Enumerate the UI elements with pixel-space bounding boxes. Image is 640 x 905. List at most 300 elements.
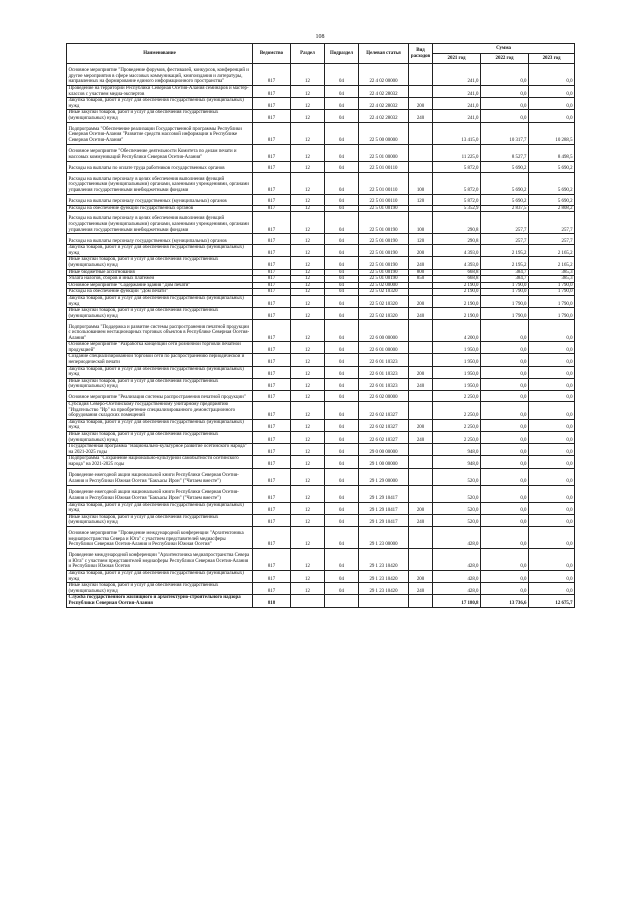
cell-ved: 817 xyxy=(253,432,291,444)
cell-podr: 04 xyxy=(325,570,359,582)
cell-2022: 1 790,0 xyxy=(481,289,529,296)
cell-vr xyxy=(409,548,433,570)
cell-2022: 0,0 xyxy=(481,502,529,514)
cell-2021: 2 250,0 xyxy=(433,391,481,402)
cell-cs: 22 5 01 00190 xyxy=(359,245,409,257)
cell-cs: 22 6 01 10323 xyxy=(359,366,409,378)
cell-podr: 04 xyxy=(325,212,359,234)
cell-vr xyxy=(409,205,433,212)
cell-2022: 0,0 xyxy=(481,86,529,98)
cell-vr xyxy=(409,144,433,161)
cell-razd: 12 xyxy=(291,456,325,468)
table-row xyxy=(67,378,575,390)
cell-2021: 668,8 xyxy=(433,276,481,283)
cell-podr: 04 xyxy=(325,245,359,257)
cell-name: Закупка товаров, работ и услуг для обеспечения государственных (муниципальных) нужд xyxy=(67,98,253,110)
cell-2022: 384,7 xyxy=(481,276,529,283)
cell-ved: 817 xyxy=(253,194,291,205)
table-row xyxy=(67,468,575,485)
cell-podr: 04 xyxy=(325,402,359,420)
cell-2021: 2 190,0 xyxy=(433,282,481,289)
cell-name: Проведение ежегодной акции национальной книги Республики Северная Осетия-Алания и Республики Южная Осетия "Бакъасы Ирон" ("Читаем вместе") xyxy=(67,485,253,502)
cell-2023: 0,0 xyxy=(529,485,575,502)
cell-ved: 817 xyxy=(253,257,291,269)
cell-2023: 2 165,2 xyxy=(529,257,575,269)
cell-2023: 257,7 xyxy=(529,212,575,234)
table-row xyxy=(67,308,575,320)
cell-razd: 12 xyxy=(291,234,325,245)
cell-ved: 817 xyxy=(253,86,291,98)
cell-ved: 817 xyxy=(253,583,291,595)
cell-podr: 04 xyxy=(325,161,359,172)
cell-2023: 0,0 xyxy=(529,98,575,110)
cell-ved: 817 xyxy=(253,485,291,502)
col-razd-header: Раздел xyxy=(291,44,325,64)
cell-ved: 817 xyxy=(253,269,291,276)
cell-2022: 0,0 xyxy=(481,514,529,526)
cell-2021: 1 950,0 xyxy=(433,366,481,378)
cell-2022: 0,0 xyxy=(481,378,529,390)
cell-2023: 0,0 xyxy=(529,64,575,86)
cell-2022: 0,0 xyxy=(481,110,529,122)
cell-2022: 0,0 xyxy=(481,391,529,402)
cell-razd: 12 xyxy=(291,86,325,98)
cell-name: Служба государственного жилищного и архитектурно-строительного надзора Республики Северная Осетия-Алания xyxy=(67,595,253,607)
cell-podr: 04 xyxy=(325,502,359,514)
cell-2023: 0,0 xyxy=(529,432,575,444)
cell-name: Подпрограмма "Поддержка и развитие системы распространения печатной продукции с использованием нестационарных торговых объектов в Республике Северная Осетия-Алания" xyxy=(67,320,253,342)
cell-ved: 817 xyxy=(253,391,291,402)
table-body xyxy=(67,64,575,608)
cell-name: Закупка товаров, работ и услуг для обеспечения государственных (муниципальных) нужд xyxy=(67,295,253,307)
cell-razd xyxy=(291,595,325,607)
cell-ved: 817 xyxy=(253,110,291,122)
cell-ved: 817 xyxy=(253,468,291,485)
cell-podr: 04 xyxy=(325,172,359,194)
table-row xyxy=(67,205,575,212)
cell-razd: 12 xyxy=(291,342,325,354)
cell-name: Основное мероприятие "Разработка концепции сети розничной торговли печатной продукцией" xyxy=(67,342,253,354)
cell-ved: 817 xyxy=(253,122,291,144)
col-podr-header: Подраздел xyxy=(325,44,359,64)
cell-2023: 0,0 xyxy=(529,456,575,468)
cell-2023: 5 690,2 xyxy=(529,172,575,194)
cell-2022: 0,0 xyxy=(481,468,529,485)
cell-name: Иные закупки товаров, работ и услуг для обеспечения государственных (муниципальных) нужд xyxy=(67,583,253,595)
cell-2021: 5 872,0 xyxy=(433,194,481,205)
cell-podr: 04 xyxy=(325,289,359,296)
cell-2022: 10 317,7 xyxy=(481,122,529,144)
cell-ved: 817 xyxy=(253,212,291,234)
cell-razd: 12 xyxy=(291,548,325,570)
cell-vr xyxy=(409,444,433,456)
cell-razd: 12 xyxy=(291,98,325,110)
cell-name: Иные закупки товаров, работ и услуг для обеспечения государственных (муниципальных) нужд xyxy=(67,514,253,526)
cell-razd: 12 xyxy=(291,110,325,122)
cell-name: Государственная программа "Национально-культурное развитие осетинского народа" на 2021-2025 годы xyxy=(67,444,253,456)
table-row-total xyxy=(67,595,575,607)
cell-2022: 5 690,2 xyxy=(481,194,529,205)
cell-name: Иные закупки товаров, работ и услуг для обеспечения государственных (муниципальных) нужд xyxy=(67,378,253,390)
col-vr-header: Вид расходов xyxy=(409,44,433,64)
cell-cs: 29 0 00 00000 xyxy=(359,444,409,456)
cell-ved: 817 xyxy=(253,295,291,307)
cell-2022: 0,0 xyxy=(481,583,529,595)
cell-2021: 1 950,0 xyxy=(433,354,481,366)
cell-cs: 22 5 01 00000 xyxy=(359,144,409,161)
table-row xyxy=(67,269,575,276)
cell-podr: 04 xyxy=(325,548,359,570)
cell-2021: 2 250,0 xyxy=(433,419,481,431)
cell-ved: 817 xyxy=(253,245,291,257)
cell-podr: 04 xyxy=(325,269,359,276)
cell-2022: 257,7 xyxy=(481,212,529,234)
cell-vr xyxy=(409,282,433,289)
cell-podr: 04 xyxy=(325,526,359,548)
cell-podr: 04 xyxy=(325,234,359,245)
cell-name: Субсидия Северо-Осетинскому государственному унитарному предприятию "Издательство "Ир" на приобретение специализированного демонстрационного оборудования складских помещений xyxy=(67,402,253,420)
cell-vr: 100 xyxy=(409,172,433,194)
cell-name: Основное мероприятие "Содержание здания "Дом печати" xyxy=(67,282,253,289)
cell-2023: 0,0 xyxy=(529,502,575,514)
cell-2023: 0,0 xyxy=(529,110,575,122)
cell-cs: 29 1 29 10417 xyxy=(359,502,409,514)
cell-ved: 817 xyxy=(253,526,291,548)
cell-cs: 22 5 01 00190 xyxy=(359,276,409,283)
cell-2021: 241,0 xyxy=(433,110,481,122)
cell-2023: 0,0 xyxy=(529,391,575,402)
cell-2021: 13 415,0 xyxy=(433,122,481,144)
cell-2022: 0,0 xyxy=(481,485,529,502)
table-row xyxy=(67,583,575,595)
cell-name: Основное мероприятие "Обеспечение деятельности Комитета по делам печати и массовых коммуникаций Республики Северная Осетия-Алания" xyxy=(67,144,253,161)
cell-razd: 12 xyxy=(291,366,325,378)
cell-podr: 04 xyxy=(325,205,359,212)
cell-ved: 817 xyxy=(253,502,291,514)
cell-cs: 22 6 00 00000 xyxy=(359,320,409,342)
table-row xyxy=(67,86,575,98)
cell-ved: 817 xyxy=(253,548,291,570)
cell-2022: 1 790,0 xyxy=(481,282,529,289)
cell-2021: 2 190,0 xyxy=(433,295,481,307)
cell-2023: 0,0 xyxy=(529,320,575,342)
cell-ved: 817 xyxy=(253,366,291,378)
cell-2022: 2 837,5 xyxy=(481,205,529,212)
table-row xyxy=(67,194,575,205)
col-ved-header: Ведомство xyxy=(253,44,291,64)
cell-ved: 817 xyxy=(253,570,291,582)
cell-cs: 22 4 02 28032 xyxy=(359,86,409,98)
table-row xyxy=(67,444,575,456)
cell-2023: 0,0 xyxy=(529,548,575,570)
cell-vr xyxy=(409,320,433,342)
table-row xyxy=(67,245,575,257)
cell-cs: 29 1 29 00000 xyxy=(359,468,409,485)
cell-name: Иные закупки товаров, работ и услуг для обеспечения государственных (муниципальных) нужд xyxy=(67,308,253,320)
cell-vr xyxy=(409,289,433,296)
col-2022-header: 2022 год xyxy=(481,54,529,64)
cell-cs: 22 5 01 00190 xyxy=(359,257,409,269)
cell-2021: 948,0 xyxy=(433,444,481,456)
cell-cs: 29 1 29 10417 xyxy=(359,485,409,502)
cell-cs: 22 5 02 10320 xyxy=(359,289,409,296)
cell-vr xyxy=(409,64,433,86)
cell-razd: 12 xyxy=(291,257,325,269)
cell-podr: 04 xyxy=(325,485,359,502)
cell-2021: 948,0 xyxy=(433,456,481,468)
cell-podr: 04 xyxy=(325,342,359,354)
cell-cs: 22 5 02 00000 xyxy=(359,282,409,289)
cell-2023: 0,0 xyxy=(529,570,575,582)
cell-razd: 12 xyxy=(291,245,325,257)
cell-podr: 04 xyxy=(325,456,359,468)
cell-2021: 17 180,8 xyxy=(433,595,481,607)
cell-2021: 2 250,0 xyxy=(433,402,481,420)
cell-vr: 200 xyxy=(409,502,433,514)
cell-2022: 0,0 xyxy=(481,526,529,548)
cell-2023: 0,0 xyxy=(529,514,575,526)
cell-2022: 0,0 xyxy=(481,366,529,378)
cell-cs: 22 6 02 00000 xyxy=(359,391,409,402)
cell-ved: 818 xyxy=(253,595,291,607)
cell-razd: 12 xyxy=(291,308,325,320)
cell-razd: 12 xyxy=(291,212,325,234)
cell-razd: 12 xyxy=(291,514,325,526)
cell-cs: 29 1 23 10420 xyxy=(359,548,409,570)
table-row xyxy=(67,391,575,402)
cell-2023: 0,0 xyxy=(529,402,575,420)
cell-vr xyxy=(409,456,433,468)
cell-vr xyxy=(409,391,433,402)
cell-2022: 0,0 xyxy=(481,444,529,456)
cell-2022: 0,0 xyxy=(481,548,529,570)
table-row xyxy=(67,366,575,378)
table-row xyxy=(67,342,575,354)
cell-2023: 0,0 xyxy=(529,366,575,378)
cell-2022: 1 790,0 xyxy=(481,308,529,320)
cell-podr: 04 xyxy=(325,257,359,269)
cell-vr: 120 xyxy=(409,234,433,245)
cell-razd: 12 xyxy=(291,354,325,366)
cell-cs: 22 5 02 10320 xyxy=(359,308,409,320)
cell-2021: 241,0 xyxy=(433,64,481,86)
cell-2021: 5 872,0 xyxy=(433,161,481,172)
cell-name: Иные закупки товаров, работ и услуг для обеспечения государственных (муниципальных) нужд xyxy=(67,110,253,122)
cell-razd: 12 xyxy=(291,161,325,172)
cell-ved: 817 xyxy=(253,378,291,390)
cell-razd: 12 xyxy=(291,320,325,342)
cell-name: Подпрограмма "Обеспечение реализации Государственной программы Республики Северная Осетия-Алания "Развитие средств массовой информации в Республике Северная Осетия-Алания" xyxy=(67,122,253,144)
cell-ved: 817 xyxy=(253,419,291,431)
cell-2022: 0,0 xyxy=(481,64,529,86)
cell-vr: 240 xyxy=(409,514,433,526)
cell-ved: 817 xyxy=(253,98,291,110)
table-row xyxy=(67,548,575,570)
cell-razd: 12 xyxy=(291,172,325,194)
cell-vr xyxy=(409,595,433,607)
cell-name: Иные бюджетные ассигнования xyxy=(67,269,253,276)
cell-cs: 22 4 02 28032 xyxy=(359,98,409,110)
cell-ved: 817 xyxy=(253,234,291,245)
cell-name: Закупка товаров, работ и услуг для обеспечения государственных (муниципальных) нужд xyxy=(67,570,253,582)
cell-2022: 5 690,2 xyxy=(481,161,529,172)
table-row xyxy=(67,144,575,161)
cell-podr: 04 xyxy=(325,514,359,526)
cell-2023: 385,3 xyxy=(529,276,575,283)
cell-cs: 22 6 02 10327 xyxy=(359,432,409,444)
cell-2023: 10 288,5 xyxy=(529,122,575,144)
cell-razd: 12 xyxy=(291,402,325,420)
table-row xyxy=(67,456,575,468)
cell-2023: 0,0 xyxy=(529,468,575,485)
cell-vr: 800 xyxy=(409,269,433,276)
cell-podr: 04 xyxy=(325,320,359,342)
cell-cs: 22 6 02 10327 xyxy=(359,419,409,431)
cell-2021: 241,0 xyxy=(433,86,481,98)
cell-podr: 04 xyxy=(325,295,359,307)
cell-name: Основное мероприятие "Проведение форумов, фестивалей, конкурсов, конференций и другие мероприятия в сфере массовых коммуникаций, книгоиздания и литературы, направленных на формирование единого информационного пространства" xyxy=(67,64,253,86)
cell-name: Проведение международной конференции "Архитектоника медиапространства Севера и Юга" с участием представителей медиасферы Республики Северная Осетия-Алания и Республики Южная Осетия xyxy=(67,548,253,570)
cell-cs: 22 6 02 10327 xyxy=(359,402,409,420)
cell-name: Проведение ежегодной акции национальной книги Республики Северная Осетия-Алания и Республики Южная Осетия "Бакъасы Ирон" ("Читаем вместе") xyxy=(67,468,253,485)
table-row xyxy=(67,234,575,245)
cell-name: Расходы на выплаты персоналу в целях обеспечения выполнения функций государственными (муниципальными) органами, казенными учреждениями, органами управления государственными внебюджетными фондами xyxy=(67,212,253,234)
cell-podr: 04 xyxy=(325,276,359,283)
cell-podr: 04 xyxy=(325,110,359,122)
cell-2021: 520,0 xyxy=(433,514,481,526)
table-row xyxy=(67,161,575,172)
cell-2023: 0,0 xyxy=(529,86,575,98)
cell-razd: 12 xyxy=(291,295,325,307)
cell-2021: 428,0 xyxy=(433,526,481,548)
cell-vr: 200 xyxy=(409,570,433,582)
cell-name: Подпрограмма "Сохранение национально-культурной самобытности осетинского народа" на 2021-2025 годы xyxy=(67,456,253,468)
cell-2023: 0,0 xyxy=(529,444,575,456)
cell-ved: 817 xyxy=(253,276,291,283)
cell-cs xyxy=(359,595,409,607)
cell-vr xyxy=(409,161,433,172)
cell-ved: 817 xyxy=(253,514,291,526)
cell-cs: 22 5 01 00190 xyxy=(359,234,409,245)
cell-2023: 0,0 xyxy=(529,583,575,595)
cell-name: Расходы на выплаты персоналу в целях обеспечения выполнения функций государственными (муниципальными) органами, казенными учреждениями, органами управления государственными внебюджетными фондами xyxy=(67,172,253,194)
cell-name: Основное мероприятие "Реализация системы распространения печатной продукции" xyxy=(67,391,253,402)
cell-vr xyxy=(409,122,433,144)
cell-cs: 29 1 23 10420 xyxy=(359,583,409,595)
cell-2023: 257,7 xyxy=(529,234,575,245)
cell-podr: 04 xyxy=(325,378,359,390)
cell-cs: 22 6 01 10323 xyxy=(359,378,409,390)
cell-cs: 29 1 29 10417 xyxy=(359,514,409,526)
cell-vr: 200 xyxy=(409,245,433,257)
cell-vr: 850 xyxy=(409,276,433,283)
cell-name: Закупка товаров, работ и услуг для обеспечения государственных (муниципальных) нужд xyxy=(67,245,253,257)
table-row xyxy=(67,570,575,582)
cell-cs: 22 4 02 28032 xyxy=(359,110,409,122)
cell-name: Уплата налогов, сборов и иных платежей xyxy=(67,276,253,283)
cell-razd: 12 xyxy=(291,205,325,212)
cell-vr: 240 xyxy=(409,583,433,595)
cell-cs: 29 1 00 00000 xyxy=(359,456,409,468)
cell-2023: 0,0 xyxy=(529,354,575,366)
cell-2021: 668,8 xyxy=(433,269,481,276)
table-row xyxy=(67,419,575,431)
cell-podr: 04 xyxy=(325,86,359,98)
cell-cs: 22 5 01 00190 xyxy=(359,212,409,234)
cell-2021: 5 352,9 xyxy=(433,205,481,212)
cell-name: Расходы на выплаты по оплате труда работников государственных органов xyxy=(67,161,253,172)
cell-cs: 22 6 01 00000 xyxy=(359,342,409,354)
cell-cs: 22 5 01 00110 xyxy=(359,172,409,194)
cell-2021: 428,0 xyxy=(433,583,481,595)
cell-vr: 200 xyxy=(409,98,433,110)
col-2023-header: 2023 год xyxy=(529,54,575,64)
cell-2022: 0,0 xyxy=(481,402,529,420)
cell-vr xyxy=(409,402,433,420)
cell-vr: 100 xyxy=(409,212,433,234)
cell-ved: 817 xyxy=(253,456,291,468)
cell-name: Иные закупки товаров, работ и услуг для обеспечения государственных (муниципальных) нужд xyxy=(67,432,253,444)
cell-cs: 22 5 00 00000 xyxy=(359,122,409,144)
cell-cs: 22 6 01 10323 xyxy=(359,354,409,366)
cell-2023: 8 498,5 xyxy=(529,144,575,161)
cell-cs: 22 5 01 00110 xyxy=(359,194,409,205)
cell-podr: 04 xyxy=(325,144,359,161)
cell-2021: 2 190,0 xyxy=(433,308,481,320)
cell-razd: 12 xyxy=(291,64,325,86)
cell-vr: 200 xyxy=(409,366,433,378)
cell-2023: 0,0 xyxy=(529,342,575,354)
cell-2021: 428,0 xyxy=(433,548,481,570)
cell-2022: 13 736,6 xyxy=(481,595,529,607)
cell-podr xyxy=(325,595,359,607)
table-row xyxy=(67,432,575,444)
cell-vr: 240 xyxy=(409,110,433,122)
cell-2022: 0,0 xyxy=(481,320,529,342)
budget-table xyxy=(66,43,575,608)
cell-2023: 2 808,2 xyxy=(529,205,575,212)
table-row xyxy=(67,526,575,548)
cell-vr: 240 xyxy=(409,432,433,444)
cell-2021: 520,0 xyxy=(433,485,481,502)
cell-vr xyxy=(409,86,433,98)
cell-vr: 200 xyxy=(409,295,433,307)
table-row xyxy=(67,276,575,283)
cell-2021: 5 872,0 xyxy=(433,172,481,194)
cell-2023: 1 790,0 xyxy=(529,282,575,289)
cell-cs: 22 5 01 00190 xyxy=(359,269,409,276)
table-row xyxy=(67,98,575,110)
cell-ved: 817 xyxy=(253,205,291,212)
cell-podr: 04 xyxy=(325,194,359,205)
cell-razd: 12 xyxy=(291,502,325,514)
cell-razd: 12 xyxy=(291,391,325,402)
table-row xyxy=(67,295,575,307)
cell-cs: 22 4 02 00000 xyxy=(359,64,409,86)
cell-name: Расходы на выплаты персоналу государственных (муниципальных) органов xyxy=(67,234,253,245)
cell-podr: 04 xyxy=(325,391,359,402)
cell-ved: 817 xyxy=(253,144,291,161)
cell-razd: 12 xyxy=(291,289,325,296)
cell-2022: 0,0 xyxy=(481,354,529,366)
cell-razd: 12 xyxy=(291,570,325,582)
cell-vr: 200 xyxy=(409,419,433,431)
cell-vr xyxy=(409,526,433,548)
cell-2021: 290,8 xyxy=(433,212,481,234)
cell-2023: 2 165,2 xyxy=(529,245,575,257)
cell-vr xyxy=(409,354,433,366)
cell-name: Расходы на обеспечение функций "Дом печати" xyxy=(67,289,253,296)
